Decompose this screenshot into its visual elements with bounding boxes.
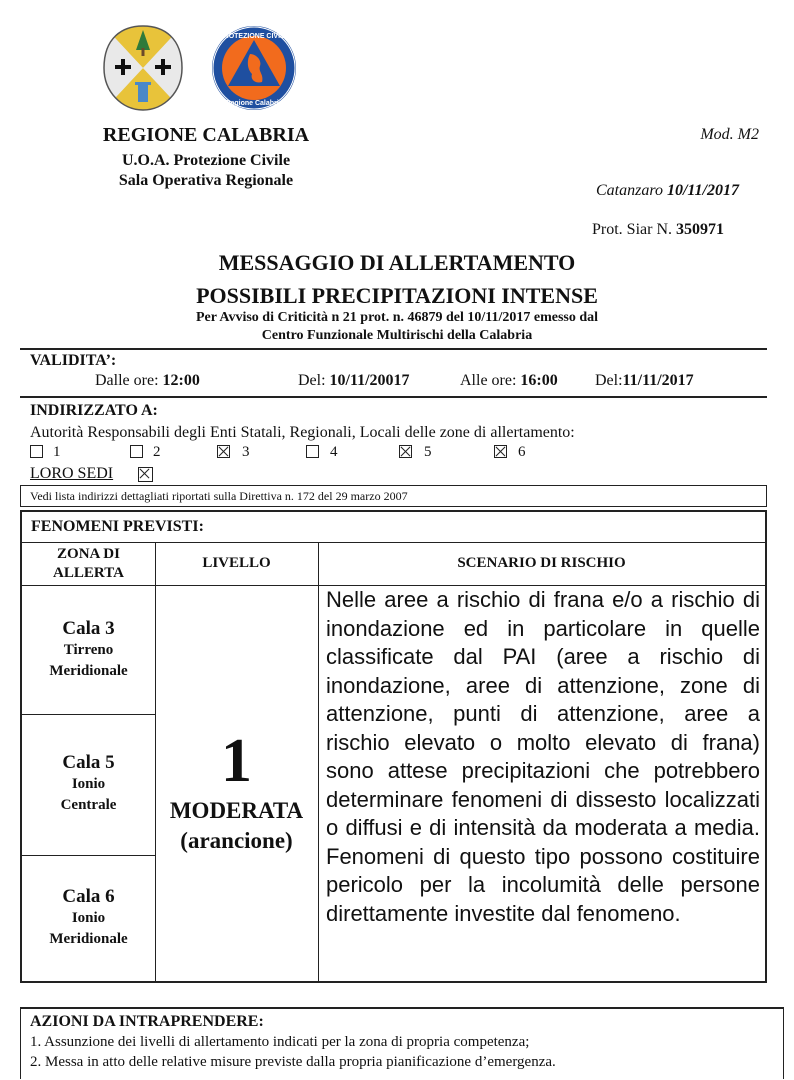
zone-checkbox-5[interactable] [399,445,412,458]
alert-level-number: 1 [221,727,252,795]
table-rule [318,542,319,981]
zone-name: Cala 6 [62,886,115,907]
column-zone-line1: ZONA DI [57,546,120,562]
protocol-number: 350971 [676,221,724,238]
to-time-value: 16:00 [520,372,558,389]
zone-cala-5 [22,752,155,816]
loro-sedi-label: LORO SEDI [30,465,114,482]
org-subtitle [90,151,322,191]
zone-checkbox-6[interactable] [494,445,507,458]
to-date-label: Del: [595,372,623,389]
action-item: 2. Messa in atto delle relative misure previste dalla propria pianificazione d’emergenza. [30,1054,556,1070]
zone-area: Meridionale [49,931,128,947]
loro-sedi-checkbox[interactable] [138,467,153,482]
column-zone [22,545,155,583]
validity-heading: VALIDITA’: [30,352,117,369]
divider [20,396,767,398]
addressed-heading: INDIRIZZATO A: [30,402,158,419]
from-time-label: Dalle ore: [95,372,159,389]
phenomena-heading: FENOMENI PREVISTI: [31,518,204,535]
zone-checkbox-label: 3 [242,444,250,460]
zone-checkbox-label: 6 [518,444,526,460]
zone-checkbox-4[interactable] [306,445,319,458]
action-item: 1. Assunzione dei livelli di allertamento indicati per la zona di propria competenza; [30,1034,530,1050]
divider [20,348,767,350]
zone-area: Ionio [71,776,106,792]
zone-checkbox-label: 4 [330,444,338,460]
org-unit: U.O.A. Protezione Civile [121,152,291,169]
zone-checkbox-label: 2 [153,444,161,460]
logo-text-bottom: Regione Calabria [225,100,283,107]
zone-checkbox-label: 1 [53,444,61,460]
message-subject: POSSIBILI PRECIPITAZIONI INTENSE [196,283,598,308]
table-rule [22,855,155,856]
logo-text-top: PROTEZIONE CIVILE [218,33,290,40]
protocol [592,221,724,239]
message-title: MESSAGGIO DI ALLERTAMENTO [218,250,576,275]
notice-reference: Per Avviso di Criticità n 21 prot. n. 46879 del 10/11/2017 emesso dal [195,310,599,325]
column-scenario: SCENARIO DI RISCHIO [457,555,626,571]
table-rule [22,542,765,543]
zone-checkbox-2[interactable] [130,445,143,458]
zone-name: Cala 3 [62,618,115,639]
protezione-civile-logo [210,24,298,112]
zone-area: Centrale [60,797,117,813]
place: Catanzaro [596,182,663,199]
validity-to-date [595,372,694,390]
zone-name: Cala 5 [62,752,115,773]
from-date-value: 10/11/20017 [329,372,410,389]
protocol-label: Prot. Siar N. [592,221,672,238]
actions-box [20,1007,784,1079]
place-date [596,182,739,200]
date: 10/11/2017 [666,182,739,199]
column-level: LIVELLO [202,555,271,571]
alert-level-color: (arancione) [180,828,293,853]
from-date-label: Del: [298,372,326,389]
zone-area: Ionio [71,910,106,926]
table-rule [22,714,155,715]
validity-from-time [95,372,200,390]
alert-level-label [155,796,318,856]
addressed-text: Autorità Responsabili degli Enti Statali, Regionali, Locali delle zone di allertamento: [30,424,575,441]
from-time-value: 12:00 [162,372,200,389]
zone-checkbox-1[interactable] [30,445,43,458]
zone-checkbox-3[interactable] [217,445,230,458]
phenomena-table [20,510,767,983]
zone-cala-3 [22,618,155,682]
alert-level-name: MODERATA [169,798,304,823]
actions-heading: AZIONI DA INTRAPRENDERE: [30,1013,264,1030]
notice-issuer: Centro Funzionale Multirischi della Calabria [261,328,533,343]
directive-note: Vedi lista indirizzi dettagliati riportati sulla Direttiva n. 172 del 29 marzo 2007 [20,485,767,507]
to-time-label: Alle ore: [460,372,517,389]
zone-area: Meridionale [49,663,128,679]
column-zone-line2: ALLERTA [53,565,124,581]
validity-to-time [460,372,558,390]
org-room: Sala Operativa Regionale [118,172,294,189]
zone-cala-6 [22,886,155,950]
zone-checkbox-label: 5 [424,444,432,460]
zone-area: Tirreno [63,642,114,658]
to-date-value: 11/11/2017 [622,372,694,389]
regione-calabria-coat-of-arms [102,24,184,112]
model-code: Mod. M2 [700,126,759,143]
risk-scenario-text: Nelle aree a rischio di frana e/o a rischio di inondazione ed in particolare in quelle classificate dal PAI (aree a rischio di inondazione, aree di attenzione, zone di attenzione, punti di attenzione, aree a rischio elevato o molto elevato di frana) sono attese precipitazioni che potrebbero determinare fenomeni di dissesto localizzati o diffusi e di intensità da moderata a media. Fenomeni di questo tipo possono costituire pericolo per la incolumità delle persone direttamente investite dal fenomeno. [326,587,760,926]
org-name: REGIONE CALABRIA [102,124,310,146]
validity-from-date [298,372,410,390]
